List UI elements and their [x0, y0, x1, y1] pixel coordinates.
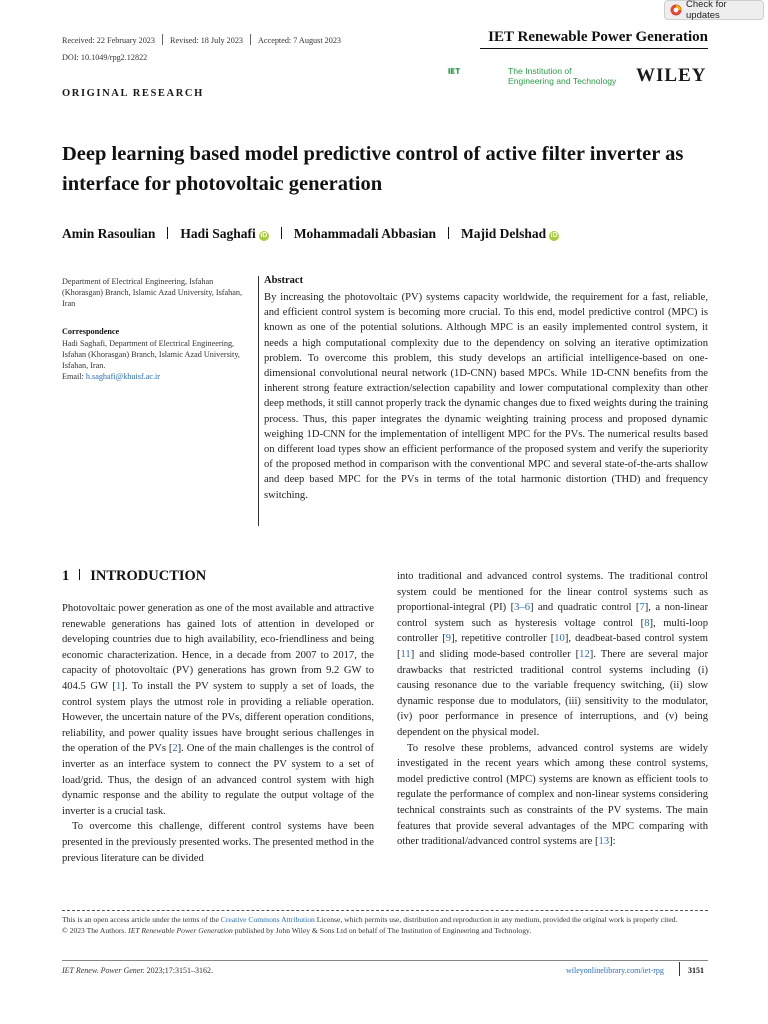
author-3: Mohammadali Abbasian: [293, 226, 436, 241]
paragraph: To overcome this challenge, different control systems have been presented in the previously presented works. The presented method in the previous literature can be divided: [62, 821, 374, 864]
introduction-heading: 1 INTRODUCTION: [62, 568, 207, 584]
paragraph: To resolve these problems, advanced control systems are widely investigated in the recent years which among these control systems, model predictive control (MPC) systems are known as efficient tools to regulate the performance of complex and non-linear systems considering technical constraints such as constraints of the PV systems. The main features that provide several advantages of the MPC comparing with other traditional/advanced control systems are [13]:: [397, 742, 708, 848]
footer-rule: [62, 960, 708, 961]
accepted-date: Accepted: 7 August 2023: [258, 36, 342, 45]
body-column-left: [62, 601, 374, 866]
license-link[interactable]: Creative Commons Attribution: [220, 915, 315, 924]
reference-link[interactable]: 2: [172, 743, 178, 755]
journal-name: IET Renewable Power Generation: [488, 29, 708, 45]
article-title: Deep learning based model predictive control of active filter inverter as interface for photovoltaic generation: [62, 143, 684, 195]
reference-link[interactable]: 11: [400, 648, 411, 660]
paragraph: into traditional and advanced control systems. The traditional control system could be mentioned for the linear control systems such as proportional-integral (PI) [3–6] and quadratic control [7], a non-linear control system such as hysteresis voltage control [8], multi-loop controller [9], repetitive controller [10], deadbeat-based control system [11] and sliding mode-based controller [12]. There are several major drawbacks that restricted traditional control systems including (i) causing resonance due to the variable frequency switching, (ii) slow dynamic response due to modulators, (iii) sensitivity to the modulator, (iv) poor performance in presence of interruptions, and (v) being dependent on the physical model.: [397, 571, 708, 738]
reference-link[interactable]: 13: [598, 836, 610, 848]
reference-link[interactable]: 8: [644, 617, 650, 629]
body-column-right: [397, 569, 708, 850]
license-notice: [62, 915, 708, 936]
check-for-updates-label: Check for updates: [686, 0, 727, 21]
article-dates: [62, 34, 341, 45]
author-4: Majid Delshad: [460, 226, 547, 241]
email-line: Email: h.saghafi@khuisf.ac.ir: [62, 372, 161, 381]
author-1: Amin Rasoulian: [62, 226, 156, 241]
header-rule: [480, 48, 708, 49]
received-date: Received: 22 February 2023: [62, 36, 155, 45]
abstract-text: By increasing the photovoltaic (PV) systems capacity worldwide, the requirement for a fast, reliable, and efficient control system is becoming more crucial. To this end, model predictive control (MPC) is known as one of the potential solutions. Although MPC is an easily implemented control system, it needs a high computational complexity due to the dependency on solving an iterative optimization problem. To overcome this problem, this study develops an artificial intelligence-based on one-dimensional convolutional neural network (1D-CNN) based MPCs. While 1D-CNN benefits from the inherent strong feature extraction/selection capability and lower computational complexity than other deep methods, it still cannot properly track the dynamic changes due to fixed weights during the training process. Thus, this paper integrates the dynamic weighting training process and proposed dynamic weighing 1D-CNN for the implementation of intelligent MPC for the PVs. The numerical results based on different load types show an efficient performance of the proposed system and verify the superiority of the proposed method in comparison with the conventional MPC and several state-of-the-arts shallow and deep based MPC for the PVs in terms of the total harmonic distortion (THD) and frequency switching.: [264, 292, 708, 501]
wiley-logo: WILEY: [636, 65, 707, 86]
email-link[interactable]: h.saghafi@khuisf.ac.ir: [85, 372, 161, 381]
doi[interactable]: DOI: 10.1049/rpg2.12822: [62, 53, 148, 62]
author-2: Hadi Saghafi: [180, 226, 256, 241]
iet-institution-text: The Institution of Engineering and Technology: [508, 66, 617, 86]
check-for-updates-button[interactable]: [664, 0, 764, 20]
reference-link[interactable]: 12: [579, 648, 590, 660]
reference-link[interactable]: 10: [554, 633, 565, 645]
journal-url-link[interactable]: wileyonlinelibrary.com/iet-rpg: [566, 966, 664, 975]
correspondence-text: Hadi Saghafi, Department of Electrical Engineering, Isfahan (Khorasgan) Branch, Islamic Azad University, Isfahan, Iran.: [62, 339, 240, 370]
correspondence-heading: Correspondence: [62, 327, 120, 336]
abstract-heading: Abstract: [264, 275, 304, 286]
citation: IET Renew. Power Gener. 2023;17:3151–3162.: [62, 966, 214, 975]
correspondence: [62, 338, 252, 382]
orcid-icon[interactable]: iD: [260, 232, 268, 239]
revised-date: Revised: 18 July 2023: [170, 36, 244, 45]
license-text: This is an open access article under the terms of the Creative Commons Attribution License, which permits use, distribution and reproduction in any medium, provided the original work is properly cited.: [62, 915, 678, 924]
reference-link[interactable]: 1: [115, 680, 122, 692]
affiliation: Department of Electrical Engineering, Isfahan (Khorasgan) Branch, Islamic Azad University, Isfahan, Iran: [62, 277, 242, 308]
page-number: 3151: [688, 966, 704, 975]
copyright-text: © 2023 The Authors. IET Renewable Power Generation published by John Wiley & Sons Ltd on behalf of The Institution of Engineering and Technology.: [62, 925, 532, 935]
check-for-updates-icon: [670, 4, 682, 16]
footnote-divider: [62, 910, 708, 911]
page-divider: [679, 962, 680, 976]
iet-logo-icon: [448, 56, 504, 86]
orcid-icon[interactable]: iD: [550, 232, 558, 239]
paragraph: Photovoltaic power generation as one of the most available and attractive renewable generations has gained lots of attention in developed or developing countries due to high availability, eco-friendliness and being economic characterization. Hence, in a decade from 2007 to 2017, the capacity of photovoltaic (PV) generations has grown from 9.2 GW to 404.5 GW [1]. To install the PV system to supply a set of loads, the control system plays the utmost role in providing a reliable operation. However, the uncertain nature of the PVs, different operation conditions, reliability, and power quality issues have brought serious challenges in the operation of the PVs [2]. One of the main challenges is the control of inverter as an interface system to connect the PV system to a set of load/grid. Thus, the design of an advanced control system with high dynamic response and the ability to regulate the output voltage of the inverter is a crucial task.: [62, 603, 375, 817]
reference-link[interactable]: 9: [445, 633, 452, 645]
section-label: ORIGINAL RESEARCH: [62, 88, 204, 99]
author-list: [62, 226, 559, 242]
reference-link[interactable]: 3–6: [514, 602, 530, 614]
reference-link[interactable]: 7: [639, 602, 645, 614]
abstract-rule: [258, 276, 259, 526]
